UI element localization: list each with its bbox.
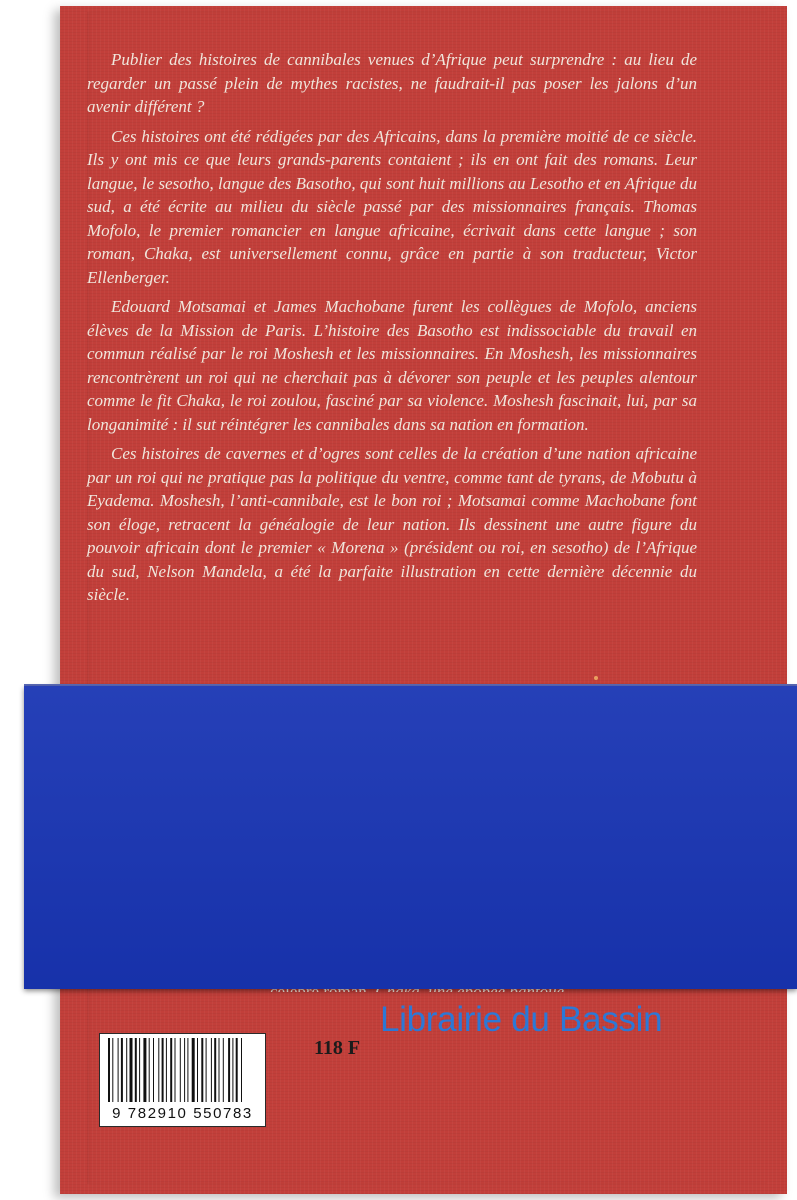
barcode-bars <box>106 1038 259 1104</box>
barcode-number: 9 782910 550783 <box>112 1105 253 1122</box>
blurb-text <box>87 48 697 613</box>
blurb-paragraph-1: Publier des histoires de cannibales venues d’Afrique peut surprendre : au lieu de regarder un passé plein de mythes racistes, ne faudrait-il pas poser les jalons d’un avenir différent ? <box>87 50 697 116</box>
blurb-paragraph-3: Edouard Motsamai et James Machobane furent les collègues de Mofolo, anciens élèves de la Mission de Paris. L’histoire des Basotho est indissociable du travail en commun réalisé par le roi Moshesh et les missionnaires. En Moshesh, les missionnaires rencontrèrent un roi qui ne cherchait pas à dévorer son peuple et les peuples alentour comme le fit Chaka, le roi zoulou, fasciné par sa violence. Moshesh fascinait, lui, par sa longanimité : il sut réintégrer les cannibales dans sa nation en formation. <box>87 297 697 434</box>
blurb-paragraph-4: Ces histoires de cavernes et d’ogres sont celles de la création d’une nation africaine par un roi qui ne pratique pas la politique du ventre, comme tant de tyrans, de Mobutu à Eyadema. Moshesh, l’anti-cannibale, est le bon roi ; Motsamai comme Machobane font son éloge, retracent la généalogie de leur nation. Ils dessinent une autre figure du pouvoir africain dont le premier « Morena » (président ou roi, en sesotho) de l’Afrique du sud, Nelson Mandela, a été la parfaite illustration en cette dernière décennie du siècle. <box>87 444 697 604</box>
blurb-paragraph-2: Ces histoires ont été rédigées par des Africains, dans la première moitié de ce siècle. Ils y ont mis ce que leurs grands-parents contaient ; ils en ont fait des romans. Leur langue, le sesotho, langue des Basotho, qui sont huit millions au Lesotho et en Afrique du sud, a été écrite au milieu du siècle passé par des missionnaires français. Thomas Mofolo, le premier romancier en langue africaine, écrivait dans cette langue ; son roman, Chaka, est universellement connu, grâce en partie à son traducteur, Victor Ellenberger. <box>87 126 697 287</box>
blue-paper-band <box>24 686 797 989</box>
paper-speck <box>594 676 598 680</box>
shop-watermark: Librairie du Bassin <box>380 1000 663 1039</box>
isbn-barcode <box>99 1033 266 1127</box>
price-label: 118 F <box>314 1037 361 1059</box>
